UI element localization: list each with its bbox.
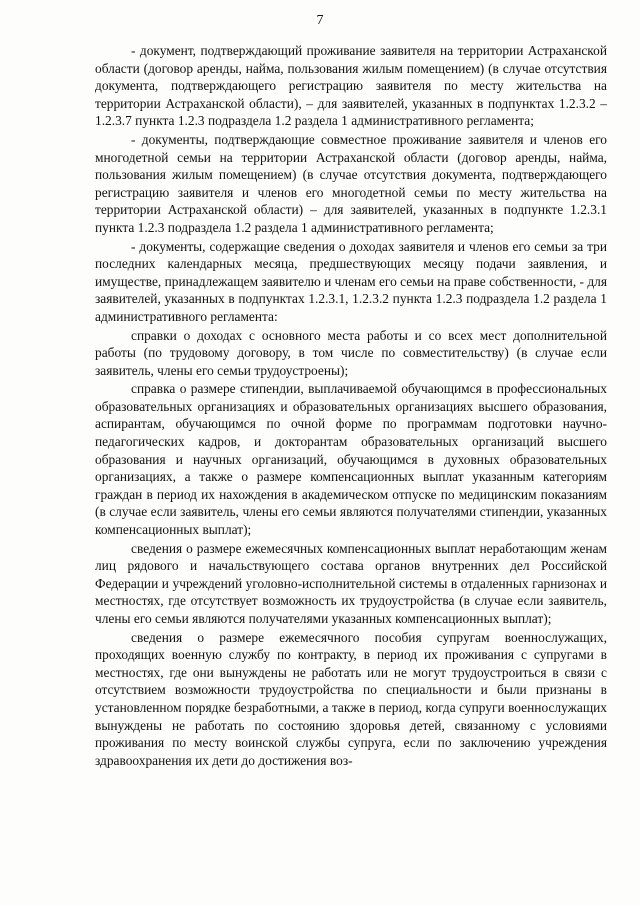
paragraph-income-certificates: справки о доходах с основного места работы и со всех мест дополнительной работы (по трудовому договору, в том числе по совместительству) (в случае если заявитель, члены его семьи трудоустроены); (95, 327, 607, 378)
paragraph-income-documents: - документы, содержащие сведения о доходах заявителя и членов его семьи за три последних календарных месяца, предшествующих месяцу подачи заявления, и имуществе, принадлежащем заявителю и членам его семьи на праве собственности, - для заявителей, указанных в подпунктах 1.2.3.1, 1.2.3.2 пункта 1.2.3 подраздела 1.2 раздела 1 административного регламента: (95, 238, 607, 324)
paragraph-spouse-allowance: сведения о размере ежемесячного пособия супругам военнослужащих, проходящих военную службу по контракту, в период их проживания с супругами в местностях, где они вынуждены не работать или не могут трудоустроиться в связи с отсутствием возможности трудоустройства по специальности и были признаны в установленном порядке безработными, а также в период, когда супруги военнослужащих вынуждены не работать по состоянию здоровья детей, связанному с условиями проживания по месту воинской службы супруга, если по заключению учреждения здравоохранения их дети до достижения воз- (95, 629, 607, 768)
paragraph-stipend-certificate: справка о размере стипендии, выплачиваемой обучающимся в профессиональных образовательных организациях и образовательных организациях высшего образования, аспирантам, обучающимся по очной форме по программам подготовки научно-педагогических кадров, и докторантам образовательных организаций высшего образования и научных организаций, обучающимся в духовных образовательных организациях, а также о размере компенсационных выплат указанным категориям граждан в период их нахождения в академическом отпуске по медицинским показаниям (в случае если заявитель, члены его семьи являются получателями стипендии, указанных компенсационных выплат); (95, 381, 607, 538)
paragraph-cohabitation-documents: - документы, подтверждающие совместное проживание заявителя и членов его многодетной семьи на территории Астраханской области (договор аренды, найма, пользования жилым помещением) (в случае отсутствия документа, подтверждающего регистрацию заявителя и членов его многодетной семьи по месту жительства на территории Астраханской области) – для заявителей, указанных в подпункте 1.2.3.1 пункта 1.2.3 подраздела 1.2 раздела 1 административного регламента; (95, 131, 607, 235)
paragraph-residence-document: - документ, подтверждающий проживание заявителя на территории Астраханской области (договор аренды, найма, пользования жилым помещением) (в случае отсутствия документа, подтверждающего регистрацию заявителя по месту жительства на территории Астраханской области), – для заявителей, указанных в подпунктах 1.2.3.2 – 1.2.3.7 пункта 1.2.3 подраздела 1.2 раздела 1 административного регламента; (95, 43, 607, 129)
paragraph-compensation-payments: сведения о размере ежемесячных компенсационных выплат неработающим женам лиц рядового и начальствующего состава органов внутренних дел Российской Федерации и учреждений уголовно-исполнительной системы в отдаленных гарнизонах и местностях, где отсутствует возможность их трудоустройства (в случае если заявитель, члены его семьи являются получателями указанных компенсационных выплат); (95, 540, 607, 626)
document-body (95, 42, 607, 769)
page-number: 7 (316, 13, 324, 28)
